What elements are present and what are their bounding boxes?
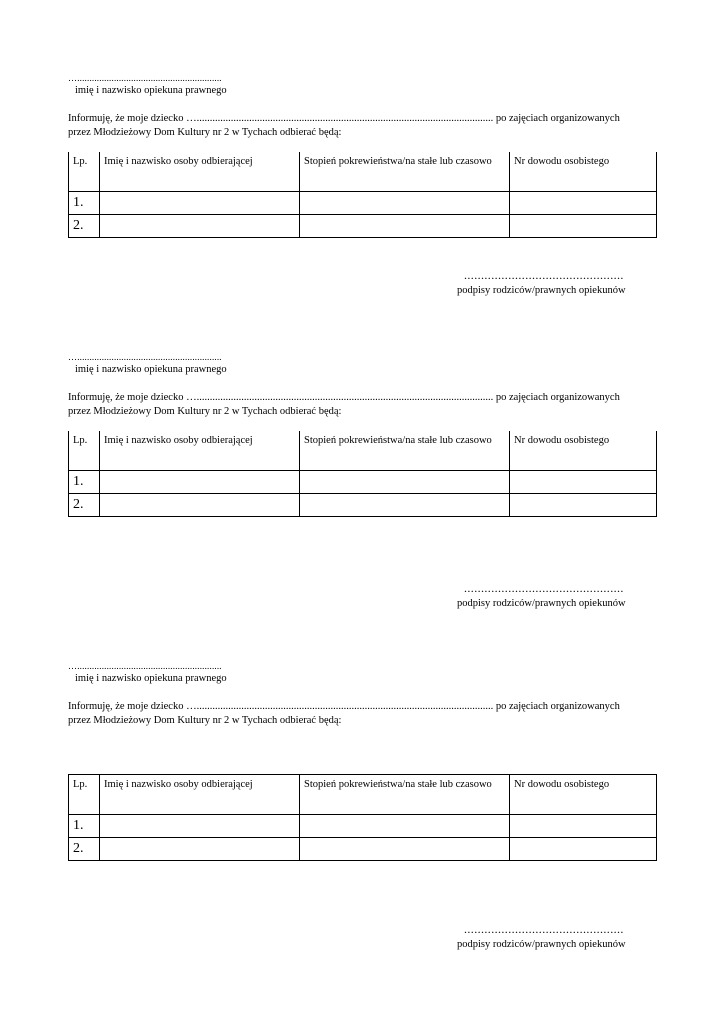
info-statement-line-1: Informuję, że moje dziecko …................................................................................................................. po zajęciach organizowanych <box>68 392 620 403</box>
relationship-cell[interactable] <box>300 815 510 838</box>
signature-label: podpisy rodziców/prawnych opiekunów <box>457 939 626 950</box>
info-statement-line-2: przez Młodzieżowy Dom Kultury nr 2 w Tychach odbierać będą: <box>68 406 342 417</box>
pickup-persons-table <box>68 152 657 238</box>
table-row <box>69 494 657 517</box>
guardian-name-label: imię i nazwisko opiekuna prawnego <box>75 673 227 684</box>
pickup-person-name-cell[interactable] <box>100 471 300 494</box>
form-section-3 <box>0 662 724 982</box>
signature-dotted-line: ............................................... <box>464 268 624 282</box>
id-number-cell[interactable] <box>510 192 657 215</box>
id-number-cell[interactable] <box>510 815 657 838</box>
info-statement-line-1: Informuję, że moje dziecko …................................................................................................................. po zajęciach organizowanych <box>68 113 620 124</box>
signature-label: podpisy rodziców/prawnych opiekunów <box>457 285 626 296</box>
guardian-name-dotted-line: …........................................................... <box>68 661 222 671</box>
table-row <box>69 192 657 215</box>
row-number: 2. <box>69 494 100 517</box>
header-pickup-person-name: Imię i nazwisko osoby odbierającej <box>100 152 300 192</box>
relationship-cell[interactable] <box>300 494 510 517</box>
header-relationship: Stopień pokrewieństwa/na stałe lub czasowo <box>300 431 510 471</box>
header-pickup-person-name: Imię i nazwisko osoby odbierającej <box>100 775 300 815</box>
table-header-row <box>69 775 657 815</box>
row-number: 1. <box>69 471 100 494</box>
form-section-2 <box>0 353 724 673</box>
row-number: 1. <box>69 815 100 838</box>
pickup-person-name-cell[interactable] <box>100 494 300 517</box>
row-number: 2. <box>69 838 100 861</box>
table-row <box>69 471 657 494</box>
pickup-person-name-cell[interactable] <box>100 838 300 861</box>
pickup-person-name-cell[interactable] <box>100 215 300 238</box>
table-header-row <box>69 431 657 471</box>
pickup-person-name-cell[interactable] <box>100 815 300 838</box>
header-lp: Lp. <box>69 775 100 815</box>
relationship-cell[interactable] <box>300 192 510 215</box>
guardian-name-dotted-line: …........................................................... <box>68 73 222 83</box>
table-row <box>69 838 657 861</box>
relationship-cell[interactable] <box>300 471 510 494</box>
relationship-cell[interactable] <box>300 838 510 861</box>
info-statement-line-2: przez Młodzieżowy Dom Kultury nr 2 w Tychach odbierać będą: <box>68 715 342 726</box>
signature-dotted-line: ............................................... <box>464 922 624 936</box>
header-lp: Lp. <box>69 152 100 192</box>
pickup-persons-table <box>68 431 657 517</box>
table-row <box>69 815 657 838</box>
id-number-cell[interactable] <box>510 215 657 238</box>
header-relationship: Stopień pokrewieństwa/na stałe lub czasowo <box>300 152 510 192</box>
header-id-number: Nr dowodu osobistego <box>510 775 657 815</box>
guardian-name-dotted-line: …........................................................... <box>68 352 222 362</box>
id-number-cell[interactable] <box>510 494 657 517</box>
signature-dotted-line: ............................................... <box>464 581 624 595</box>
guardian-name-label: imię i nazwisko opiekuna prawnego <box>75 85 227 96</box>
header-id-number: Nr dowodu osobistego <box>510 431 657 471</box>
header-lp: Lp. <box>69 431 100 471</box>
id-number-cell[interactable] <box>510 838 657 861</box>
form-section-1 <box>0 74 724 394</box>
header-pickup-person-name: Imię i nazwisko osoby odbierającej <box>100 431 300 471</box>
pickup-person-name-cell[interactable] <box>100 192 300 215</box>
pickup-persons-table <box>68 774 657 861</box>
relationship-cell[interactable] <box>300 215 510 238</box>
row-number: 2. <box>69 215 100 238</box>
header-id-number: Nr dowodu osobistego <box>510 152 657 192</box>
table-header-row <box>69 152 657 192</box>
header-relationship: Stopień pokrewieństwa/na stałe lub czasowo <box>300 775 510 815</box>
info-statement-line-1: Informuję, że moje dziecko …................................................................................................................. po zajęciach organizowanych <box>68 701 620 712</box>
table-row <box>69 215 657 238</box>
id-number-cell[interactable] <box>510 471 657 494</box>
info-statement-line-2: przez Młodzieżowy Dom Kultury nr 2 w Tychach odbierać będą: <box>68 127 342 138</box>
guardian-name-label: imię i nazwisko opiekuna prawnego <box>75 364 227 375</box>
row-number: 1. <box>69 192 100 215</box>
signature-label: podpisy rodziców/prawnych opiekunów <box>457 598 626 609</box>
